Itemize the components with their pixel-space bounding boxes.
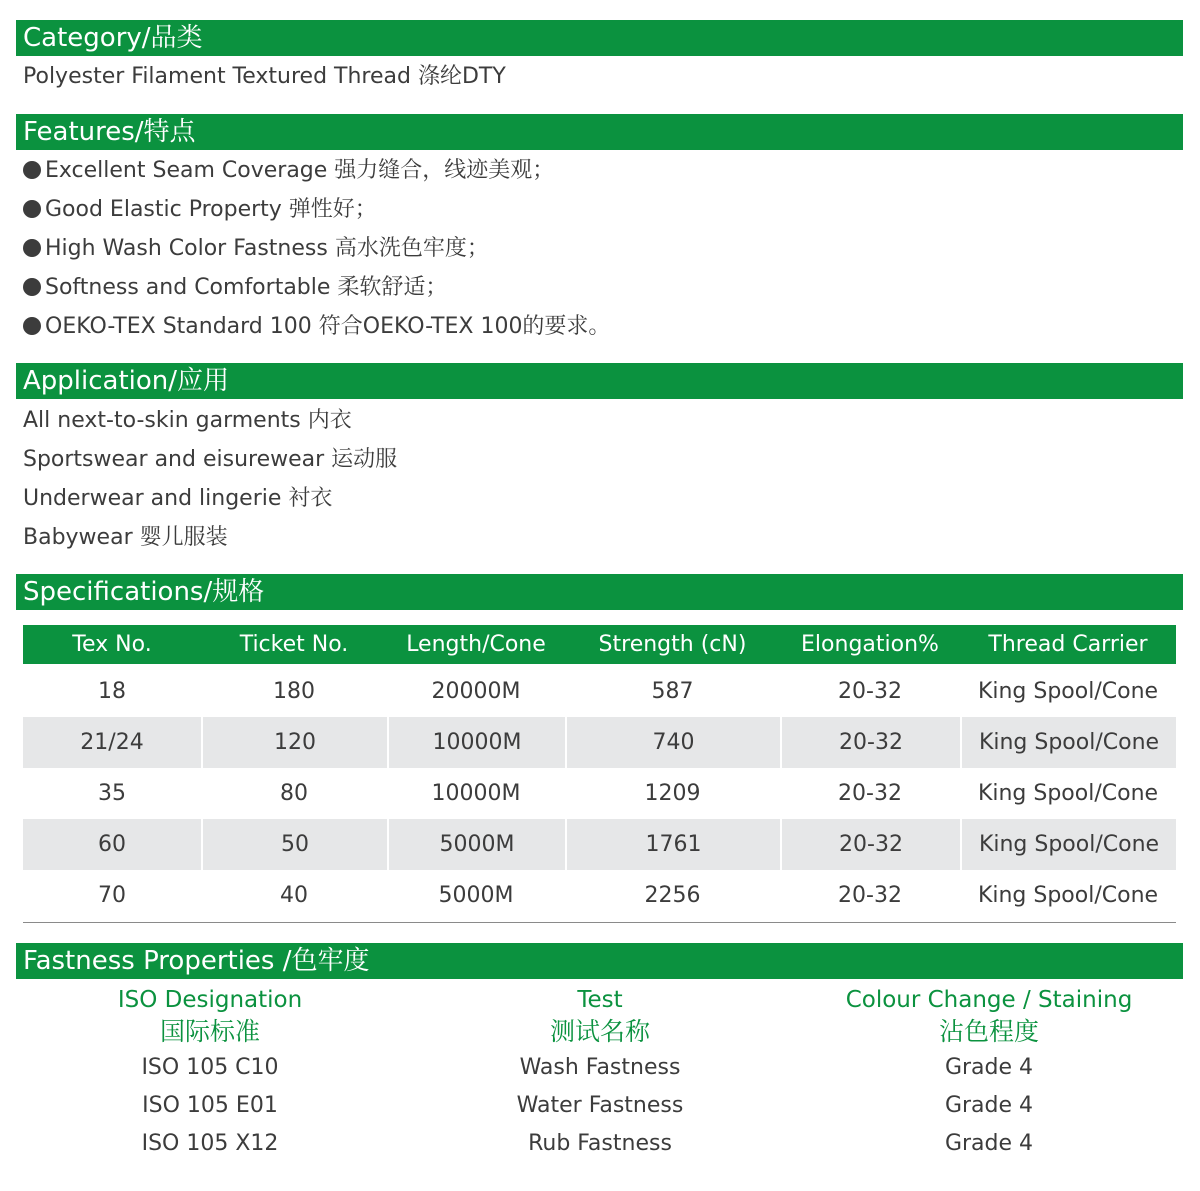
table-header-row — [23, 625, 1176, 664]
iso-designation-header-cn: 国际标准 — [159, 1017, 260, 1046]
iso-value: ISO 105 C10 — [141, 1055, 279, 1080]
table-cell: 740 — [565, 717, 780, 768]
table-row — [23, 768, 1176, 819]
fastness-column-colour-change — [819, 985, 1159, 1163]
test-header-cn: 测试名称 — [549, 1017, 650, 1046]
table-cell: 18 — [98, 679, 126, 704]
test-header: Test — [577, 987, 623, 1013]
table-cell: 20-32 — [780, 819, 960, 870]
fastness-header: Fastness Properties /色牢度 — [16, 943, 1183, 979]
table-cell: 180 — [273, 679, 315, 704]
application-item: Underwear and lingerie 衬衣 — [23, 486, 333, 511]
table-cell: 1761 — [565, 819, 780, 870]
table-cell: 20-32 — [780, 717, 960, 768]
bullet-icon — [23, 239, 41, 257]
column-header-tex-no: Tex No. — [72, 632, 152, 657]
grade-value: Grade 4 — [944, 1131, 1034, 1156]
table-cell: 2256 — [644, 883, 701, 908]
table-cell: King Spool/Cone — [977, 679, 1159, 704]
table-cell: 50 — [201, 819, 387, 870]
colour-change-header-cn: 沾色程度 — [938, 1017, 1039, 1046]
table-cell: 120 — [201, 717, 387, 768]
table-cell: King Spool/Cone — [977, 781, 1159, 806]
table-cell: 10000M — [431, 781, 521, 806]
table-bottom-rule — [23, 922, 1176, 923]
fastness-column-iso — [60, 985, 360, 1163]
grade-value: Grade 4 — [944, 1093, 1034, 1118]
table-cell: 10000M — [387, 717, 565, 768]
table-cell: 20-32 — [838, 883, 902, 908]
bullet-icon — [23, 161, 41, 179]
column-header-ticket-no: Ticket No. — [239, 632, 349, 657]
column-header-length-cone: Length/Cone — [406, 632, 546, 657]
category-text: Polyester Filament Textured Thread 涤纶DTY — [23, 64, 506, 89]
table-cell: 5000M — [387, 819, 565, 870]
table-cell: 587 — [651, 679, 694, 704]
table-row — [23, 666, 1176, 717]
fastness-column-test — [450, 985, 750, 1163]
test-value: Wash Fastness — [519, 1055, 681, 1080]
feature-item: Good Elastic Property 弹性好； — [23, 195, 377, 225]
feature-item: OEKO-TEX Standard 100 符合OEKO-TEX 100的要求。 — [23, 312, 610, 342]
table-cell: 40 — [280, 883, 308, 908]
table-cell: 20-32 — [838, 781, 902, 806]
table-row — [23, 717, 1176, 768]
bullet-icon — [23, 317, 41, 335]
column-header-elongation: Elongation% — [801, 632, 939, 657]
table-cell: 20000M — [431, 679, 521, 704]
table-cell: 1209 — [644, 781, 701, 806]
specifications-table — [23, 625, 1176, 923]
application-item: Babywear 婴儿服装 — [23, 525, 228, 550]
table-cell: 20-32 — [838, 679, 902, 704]
iso-value: ISO 105 E01 — [142, 1093, 278, 1118]
table-cell: 5000M — [438, 883, 514, 908]
features-header: Features/特点 — [16, 114, 1183, 150]
application-item: All next-to-skin garments 内衣 — [23, 408, 352, 433]
specifications-header: Specifications/规格 — [16, 574, 1183, 610]
table-cell: 80 — [280, 781, 308, 806]
feature-item: Softness and Comfortable 柔软舒适； — [23, 273, 447, 303]
application-item: Sportswear and eisurewear 运动服 — [23, 447, 398, 472]
table-cell: King Spool/Cone — [977, 883, 1159, 908]
iso-value: ISO 105 X12 — [141, 1131, 279, 1156]
table-cell: King Spool/Cone — [960, 819, 1176, 870]
test-value: Water Fastness — [516, 1093, 684, 1118]
bullet-icon — [23, 200, 41, 218]
table-cell: King Spool/Cone — [960, 717, 1176, 768]
column-header-strength: Strength (cN) — [598, 632, 747, 657]
table-cell: 70 — [98, 883, 126, 908]
table-cell: 21/24 — [23, 717, 201, 768]
iso-designation-header: ISO Designation — [117, 987, 303, 1013]
table-cell: 60 — [23, 819, 201, 870]
colour-change-header: Colour Change / Staining — [845, 987, 1133, 1013]
table-row — [23, 870, 1176, 921]
feature-item: Excellent Seam Coverage 强力缝合，线迹美观； — [23, 156, 554, 186]
table-cell: 35 — [98, 781, 126, 806]
table-row — [23, 819, 1176, 870]
bullet-icon — [23, 278, 41, 296]
column-header-thread-carrier: Thread Carrier — [988, 632, 1148, 657]
application-header: Application/应用 — [16, 363, 1183, 399]
feature-item: High Wash Color Fastness 高水洗色牢度； — [23, 234, 489, 264]
grade-value: Grade 4 — [944, 1055, 1034, 1080]
category-header: Category/品类 — [16, 20, 1183, 56]
test-value: Rub Fastness — [528, 1131, 672, 1156]
